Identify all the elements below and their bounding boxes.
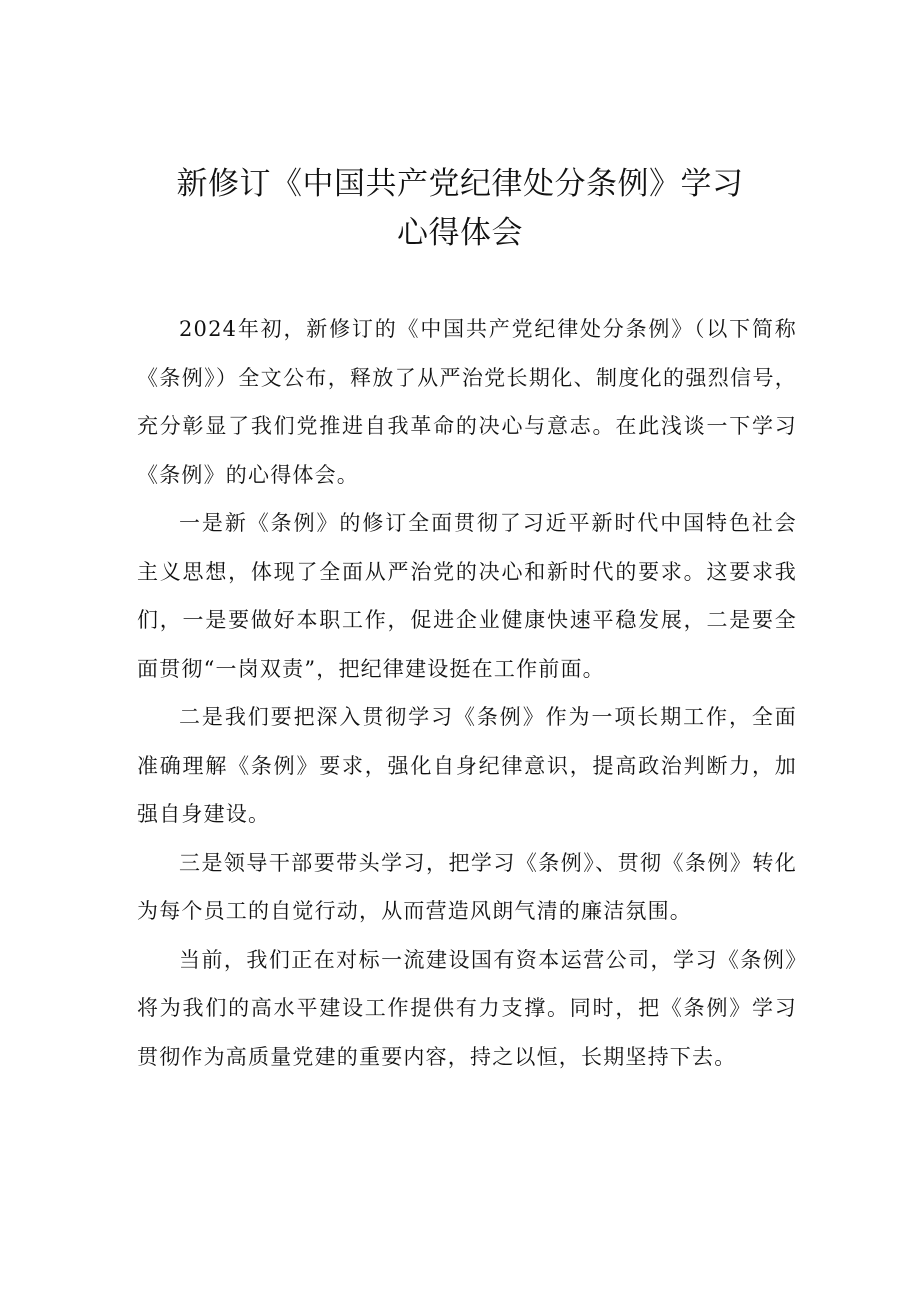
- paragraph-point-two: 二是我们要把深入贯彻学习《条例》作为一项长期工作，全面准确理解《条例》要求，强化自身纪律意识，提高政治判断力，加强自身建设。: [137, 705, 797, 826]
- document-body: [137, 305, 797, 1081]
- paragraph-conclusion: 当前，我们正在对标一流建设国有资本运营公司，学习《条例》将为我们的高水平建设工作提供有力支撑。同时，把《条例》学习贯彻作为高质量党建的重要内容，持之以恒，长期坚持下去。: [137, 947, 797, 1069]
- paragraph-intro: 2024年初，新修订的《中国共产党纪律处分条例》（以下简称《条例》）全文公布，释放了从严治党长期化、制度化的强烈信号，充分彰显了我们党推进自我革命的决心与意志。在此浅谈一下学习《条例》的心得体会。: [137, 317, 797, 487]
- paragraph-point-three: 三是领导干部要带头学习，把学习《条例》、贯彻《条例》转化为每个员工的自觉行动，从而营造风朗气清的廉洁氛围。: [137, 850, 797, 923]
- document-title: [0, 160, 920, 258]
- title-line-1: 新修订《中国共产党纪律处分条例》学习: [176, 166, 744, 202]
- paragraph-point-one: 一是新《条例》的修订全面贯彻了习近平新时代中国特色社会主义思想，体现了全面从严治党的决心和新时代的要求。这要求我们，一是要做好本职工作，促进企业健康快速平稳发展，二是要全面贯彻“一岗双责”，把纪律建设挺在工作前面。: [137, 511, 797, 681]
- title-line-2: 心得体会: [397, 215, 523, 251]
